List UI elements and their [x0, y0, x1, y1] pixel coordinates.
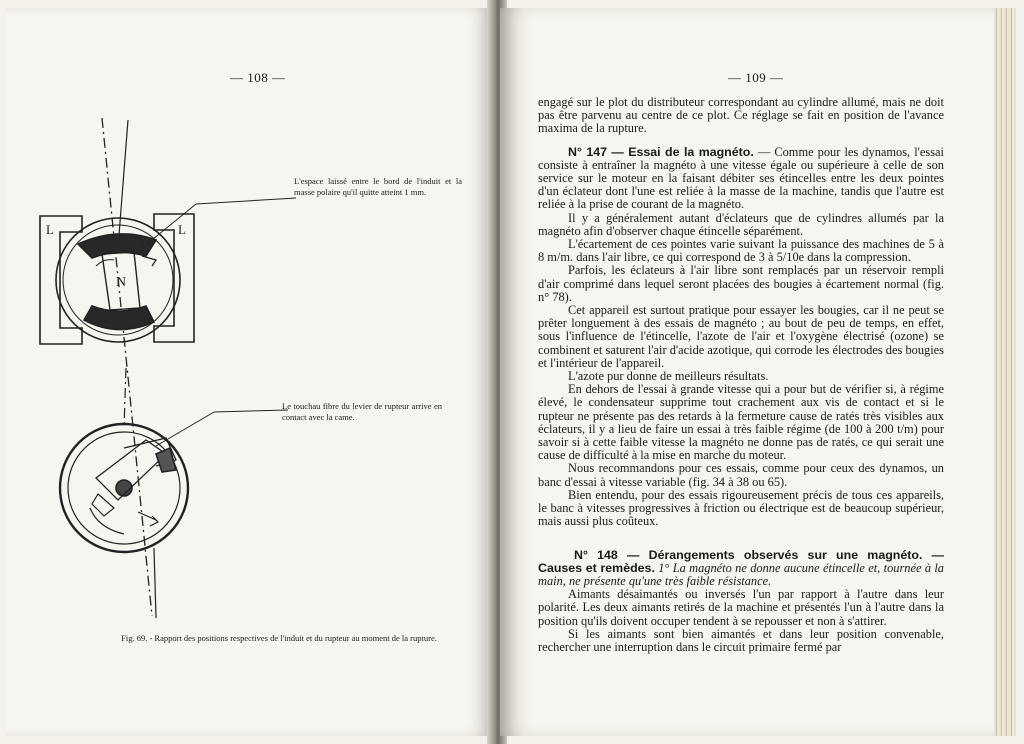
s147-paragraph: Parfois, les éclateurs à l'air libre sont remplacés par un réservoir rempli d'air comprimé dans lequel seront placées des bougies à écartement normal (fig. n° 78). [538, 263, 944, 304]
section-147-heading: N° 147 — Essai de la magnéto. [568, 144, 754, 159]
page-number-109: — 109 — [728, 70, 784, 85]
page-number-108: — 108 — [230, 70, 286, 85]
pole-left-label: L [46, 222, 54, 237]
pole-right-label: L [178, 222, 186, 237]
section-147-first [538, 146, 944, 212]
s147-paragraph: L'écartement de ces pointes varie suivant la puissance des machines de 5 à 8 m/m. dans l'air libre, ce qui correspond de 3 à 5/10e dans la compression. [538, 237, 944, 265]
section-147-text: — Comme pour les dynamos, l'essai consiste à entraîner la magnéto à une vitesse égale ou supérieure à celle de son service sur le moteur en la faisant débiter ses étincelles entre les deux pointes d'un éclateur dont l'une est reliée à la masse de la machine, tandis que l'autre est reliée à la prise de courant de la magnéto. [538, 144, 944, 212]
figure-caption: Fig. 69. - Rapport des positions respectives de l'induit et du rupteur au moment de la rupture. [121, 633, 437, 643]
s147-paragraph: Bien entendu, pour des essais rigoureusement précis de tous ces appareils, le banc à vitesses progressives à friction ou électrique est de beaucoup supérieur, mais aussi plus coûteux. [538, 487, 944, 529]
page-body [538, 96, 944, 654]
section-148-italic: 1° La magnéto ne donne aucune étincelle et, tournée à la main, ne présente qu'une très faible résistance. [538, 560, 944, 588]
annotation-contact: Le touchau fibre du levier de rupteur arrive en contact avec la came. [282, 401, 442, 422]
section-148-first [538, 549, 944, 589]
s147-paragraph: Nous recommandons pour ces essais, comme pour ceux des dynamos, un banc d'essai à vitesse variable (fig. 34 à 38 ou 65). [538, 461, 944, 489]
right-page [500, 8, 994, 736]
magneto-figure [6, 8, 494, 736]
annotation-gap: L'espace laissé entre le bord de l'induit et la masse polaire qu'il quitte atteint 1 mm. [294, 176, 462, 197]
s147-paragraph: L'azote pur donne de meilleurs résultats. [568, 369, 769, 384]
s148-paragraph: Si les aimants sont bien aimantés et dans leur position convenable, rechercher une interruption dans le circuit primaire fermé par [538, 626, 944, 654]
s148-paragraph: Aimants désaimantés ou inversés l'un par rapport à l'autre dans leur polarité. Les deux aimants retirés de la machine et présentés l'un à l'autre dans la position qu'ils doivent occuper tendent à se repousser et non à s'attirer. [538, 587, 944, 628]
s147-paragraph: En dehors de l'essai à grande vitesse qui a pour but de vérifier si, à régime élevé, le condensateur supprime tout crachement aux vis de contact et si le rupteur ne présente pas des retards à la fermeture cause de ratés très visibles aux éclateurs, il y a lieu de faire un essai à très faible régime (de 100 à 200 t/m) pour savoir si à cette faible vitesse la magnéto ne donne pas de ratés, ce qui serait une cause de difficulté à la mise en marche du moteur. [538, 382, 944, 463]
armature-label: N [116, 275, 127, 290]
s147-paragraph: Il y a généralement autant d'éclateurs que de cylindres allumés par la magnéto afin d'observer chaque étincelle séparément. [538, 210, 944, 238]
page-edges [994, 8, 1016, 736]
section-148-heading: N° 148 — Dérangements observés sur une magnéto. — Causes et remèdes. [538, 547, 944, 575]
s147-paragraph: Cet appareil est surtout pratique pour essayer les bougies, car il ne peut se prêter longuement à des essais de magnéto ; au bout de peu de temps, en effet, sous l'influence de l'étincelle, l'azote de l'air et l'oxygène électrisé (ozone) se combinent et saturent l'air d'acide azotique, qui corrode les électrodes des bougies et l'intérieur de l'appareil. [538, 303, 944, 370]
intro-paragraph: engagé sur le plot du distributeur correspondant au cylindre allumé, mais ne doit pas être parvenu au centre de ce plot. Ce réglage se fait en position de l'avance maxima de la rupture. [538, 95, 944, 136]
left-page [6, 8, 494, 736]
